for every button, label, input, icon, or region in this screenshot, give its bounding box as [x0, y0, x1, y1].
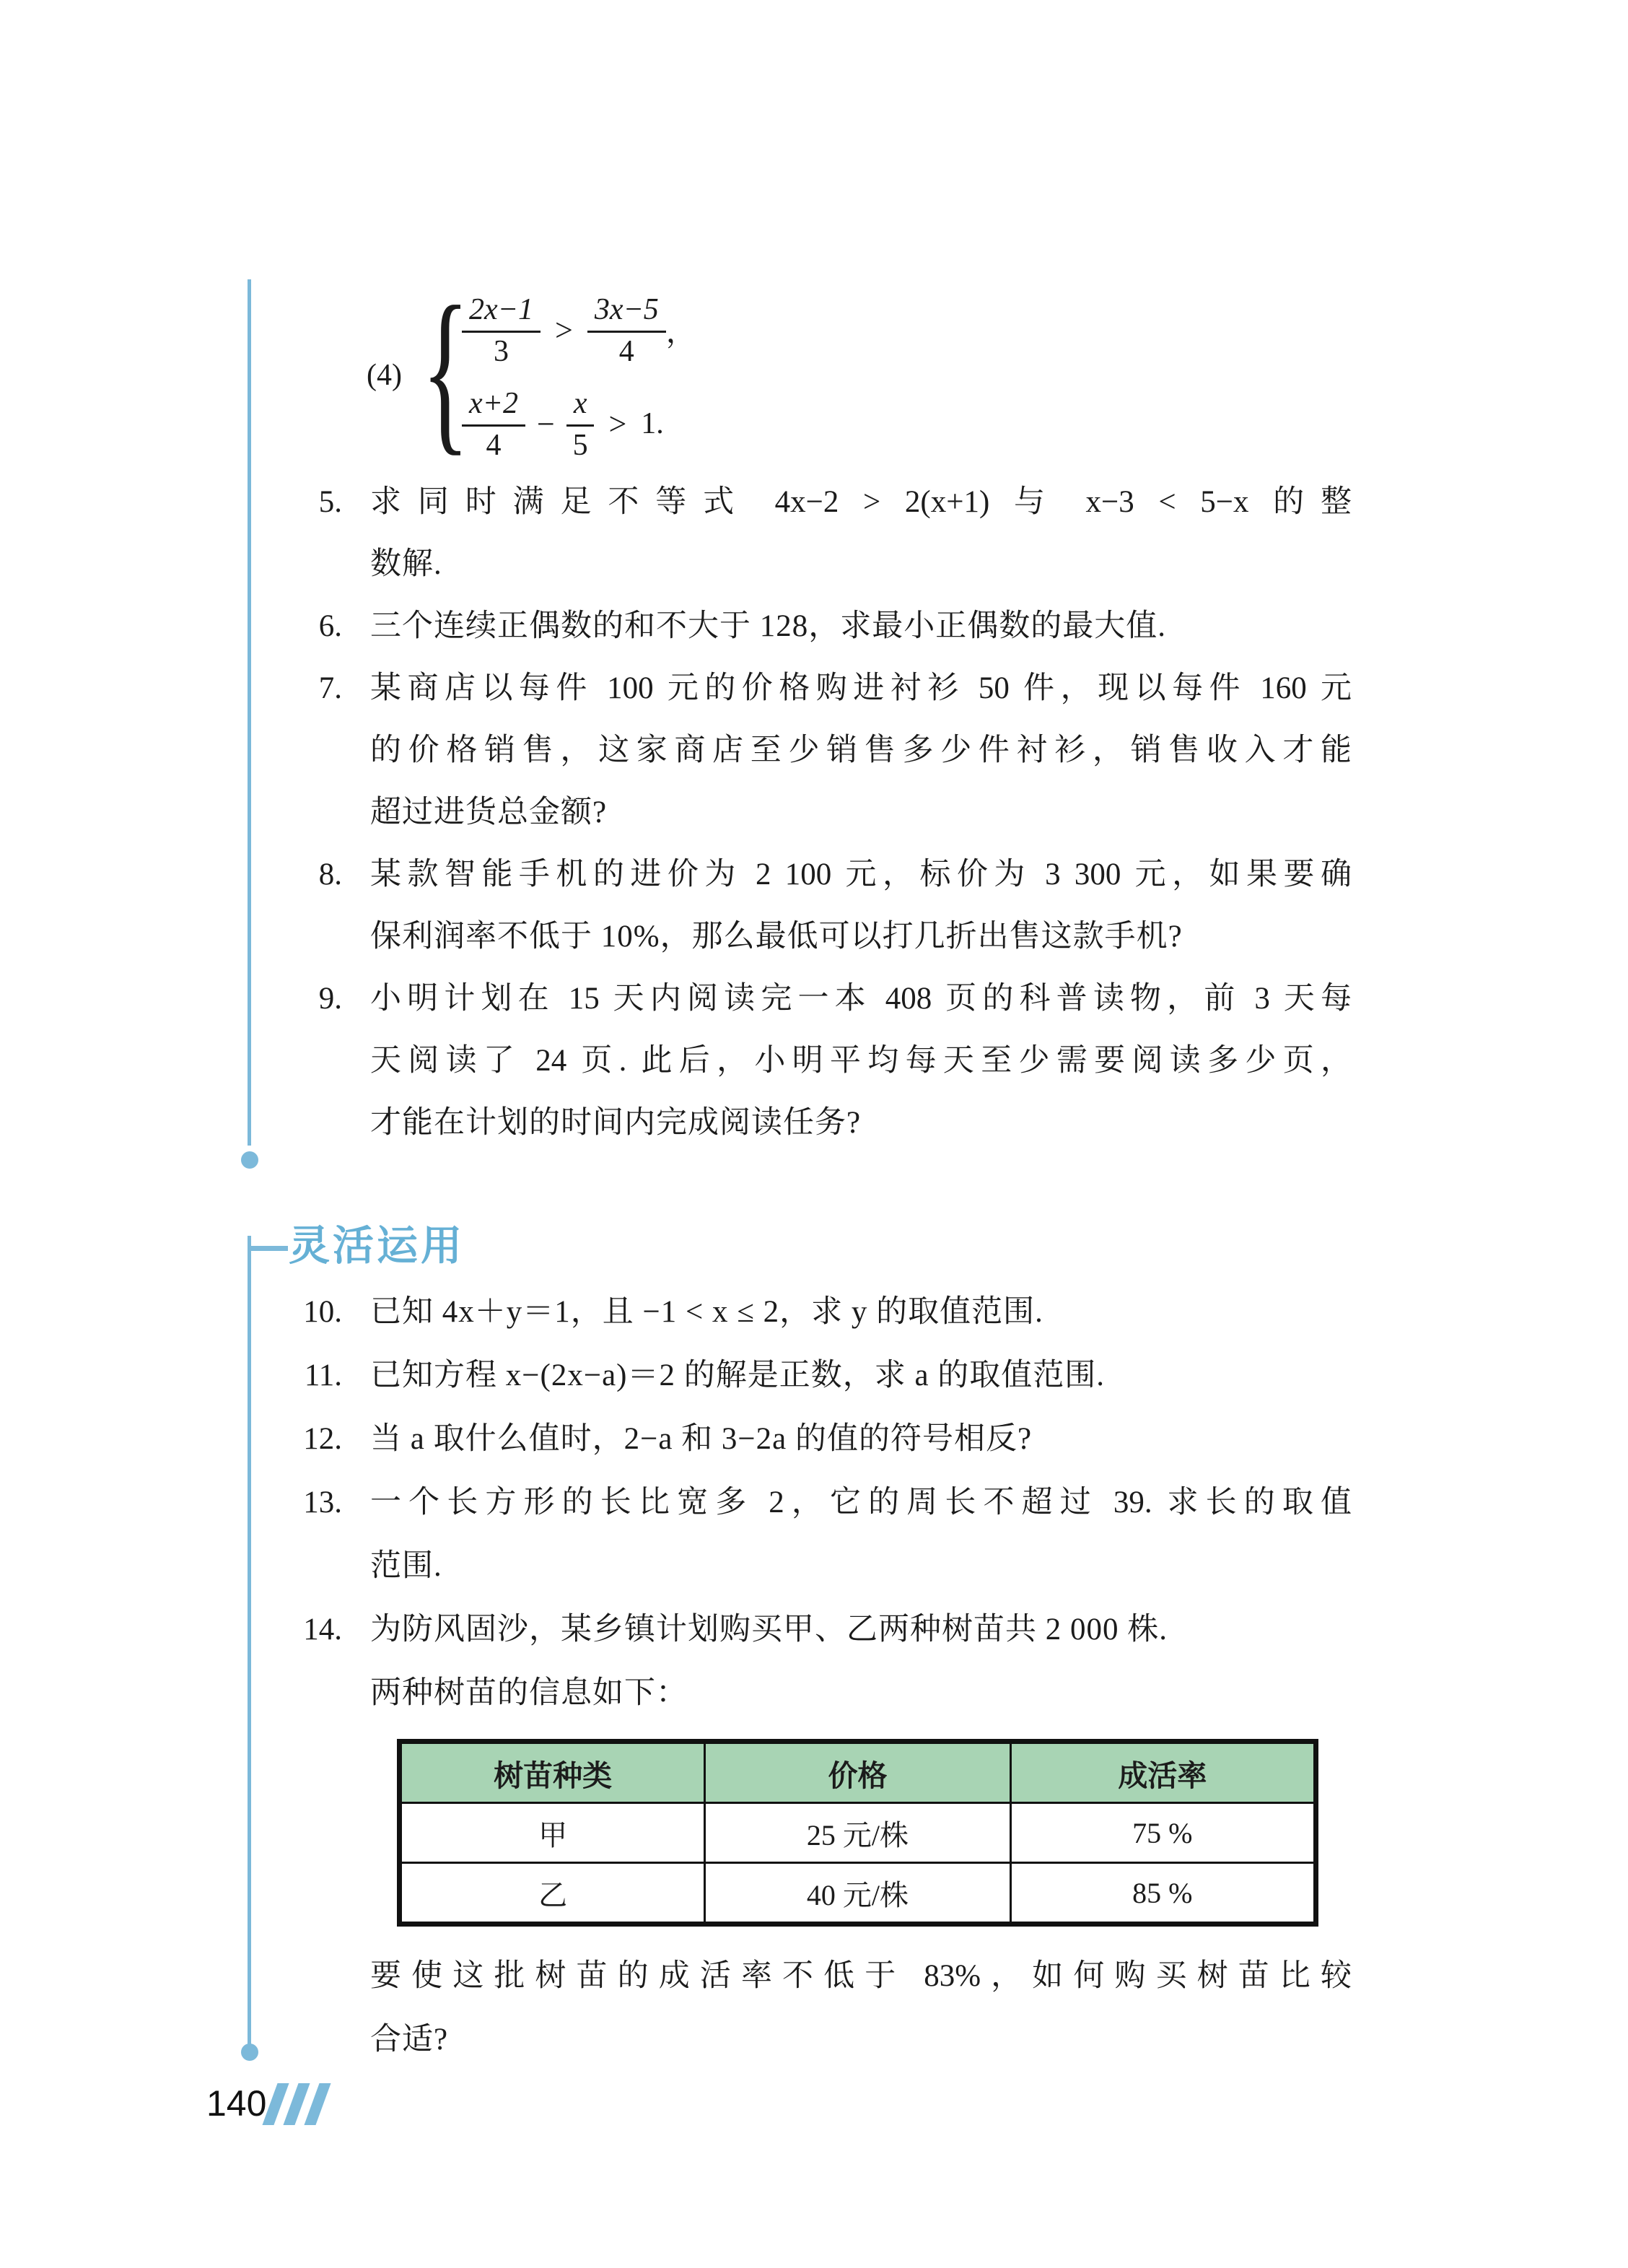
problem-line: 为防风固沙，某乡镇计划购买甲、乙两种树苗共 2 000 株. — [370, 1613, 1168, 1647]
problem-line: 数解. — [370, 547, 442, 581]
formula-label: (4) — [367, 359, 402, 392]
table-cell: 40 元/株 — [705, 1863, 1010, 1924]
problem-line: 合适? — [370, 2023, 449, 2057]
problem-number: 8. — [318, 858, 342, 891]
problem-line: 三个连续正偶数的和不大于 128，求最小正偶数的最大值. — [370, 609, 1166, 643]
page-number: 140 — [206, 2083, 267, 2124]
column-header: 成活率 — [1010, 1742, 1316, 1803]
problem-line: 小明计划在 15 天内阅读完一本 408 页的科普读物，前 3 天每 — [370, 982, 1352, 1016]
problem-line: 求同时满足不等式 4x−2 > 2(x+1) 与 x−3 < 5−x 的整 — [370, 485, 1352, 519]
system-brace: { — [421, 269, 470, 471]
problem-line: 保利润率不低于 10%，那么最低可以打几折出售这款手机? — [370, 920, 1183, 954]
problem-line: 某商店以每件 100 元的价格购进衬衫 50 件，现以每件 160 元 — [370, 671, 1352, 705]
table-cell: 甲 — [400, 1803, 705, 1863]
seedling-info-table — [397, 1739, 1318, 1927]
problem-number: 9. — [318, 982, 342, 1016]
table-cell: 75 % — [1010, 1803, 1316, 1863]
minus-sign: − — [536, 406, 555, 442]
left-rule-top — [248, 279, 251, 1146]
table-header-row — [400, 1742, 1316, 1803]
problem-number: 11. — [304, 1358, 342, 1392]
problem-number: 7. — [318, 671, 342, 705]
problem-line: 某款智能手机的进价为 2 100 元，标价为 3 300 元，如果要确 — [370, 858, 1352, 891]
problem-line: 超过进货总金额? — [370, 795, 608, 829]
problem-number: 6. — [318, 609, 342, 643]
fraction: $\frac{3x-5}{4}$ — [587, 290, 666, 370]
table-row — [400, 1863, 1316, 1924]
table-cell: 25 元/株 — [705, 1803, 1010, 1863]
left-rule-bottom — [248, 1236, 251, 2044]
problem-number: 14. — [303, 1613, 342, 1647]
table-row — [400, 1803, 1316, 1863]
problem-line: 当 a 取什么值时，2−a 和 3−2a 的值的符号相反? — [370, 1422, 1033, 1456]
column-header: 价格 — [705, 1742, 1010, 1803]
section-title: 灵活运用 — [289, 1223, 465, 1269]
problem-number: 13. — [303, 1486, 342, 1519]
problem-line: 要使这批树苗的成活率不低于 83%，如何购买树苗比较 — [370, 1959, 1352, 1993]
section-branch-line — [249, 1246, 288, 1251]
page-slash-icon — [270, 2083, 333, 2125]
problem-line: 一个长方形的长比宽多 2，它的周长不超过 39. 求长的取值 — [370, 1486, 1352, 1519]
column-header: 树苗种类 — [400, 1742, 705, 1803]
formula-rhs: 1. — [641, 407, 664, 440]
fraction: $\frac{x}{5}$ — [566, 384, 595, 464]
problem-line: 范围. — [370, 1549, 442, 1583]
formula-row-1 — [462, 283, 696, 377]
timeline-dot-bottom — [241, 2044, 258, 2061]
problem-line: 已知 4x＋y＝1，且 −1 < x ≤ 2，求 y 的取值范围. — [370, 1295, 1043, 1329]
greater-than-sign: > — [554, 312, 573, 348]
problem-line: 已知方程 x−(2x−a)＝2 的解是正数，求 a 的取值范围. — [370, 1358, 1106, 1392]
problem-line: 的价格销售，这家商店至少销售多少件衬衫，销售收入才能 — [370, 733, 1352, 767]
fraction: $\frac{2x-1}{3}$ — [462, 290, 541, 370]
table-cell: 85 % — [1010, 1863, 1316, 1924]
problem-number: 10. — [303, 1295, 342, 1329]
problem-line: 两种树苗的信息如下： — [370, 1676, 688, 1710]
fraction: $\frac{x+2}{4}$ — [462, 384, 525, 464]
table-cell: 乙 — [400, 1863, 705, 1924]
greater-than-sign: > — [608, 406, 627, 442]
problem-number: 12. — [303, 1422, 342, 1456]
problem-line: 天阅读了 24 页. 此后，小明平均每天至少需要阅读多少页， — [370, 1044, 1352, 1078]
comma: ， — [665, 316, 696, 349]
problem-line: 才能在计划的时间内完成阅读任务? — [370, 1106, 862, 1140]
problem-number: 5. — [318, 485, 342, 519]
timeline-dot-top — [241, 1151, 258, 1169]
slash-mark — [304, 2083, 331, 2125]
formula-row-2 — [462, 377, 664, 471]
